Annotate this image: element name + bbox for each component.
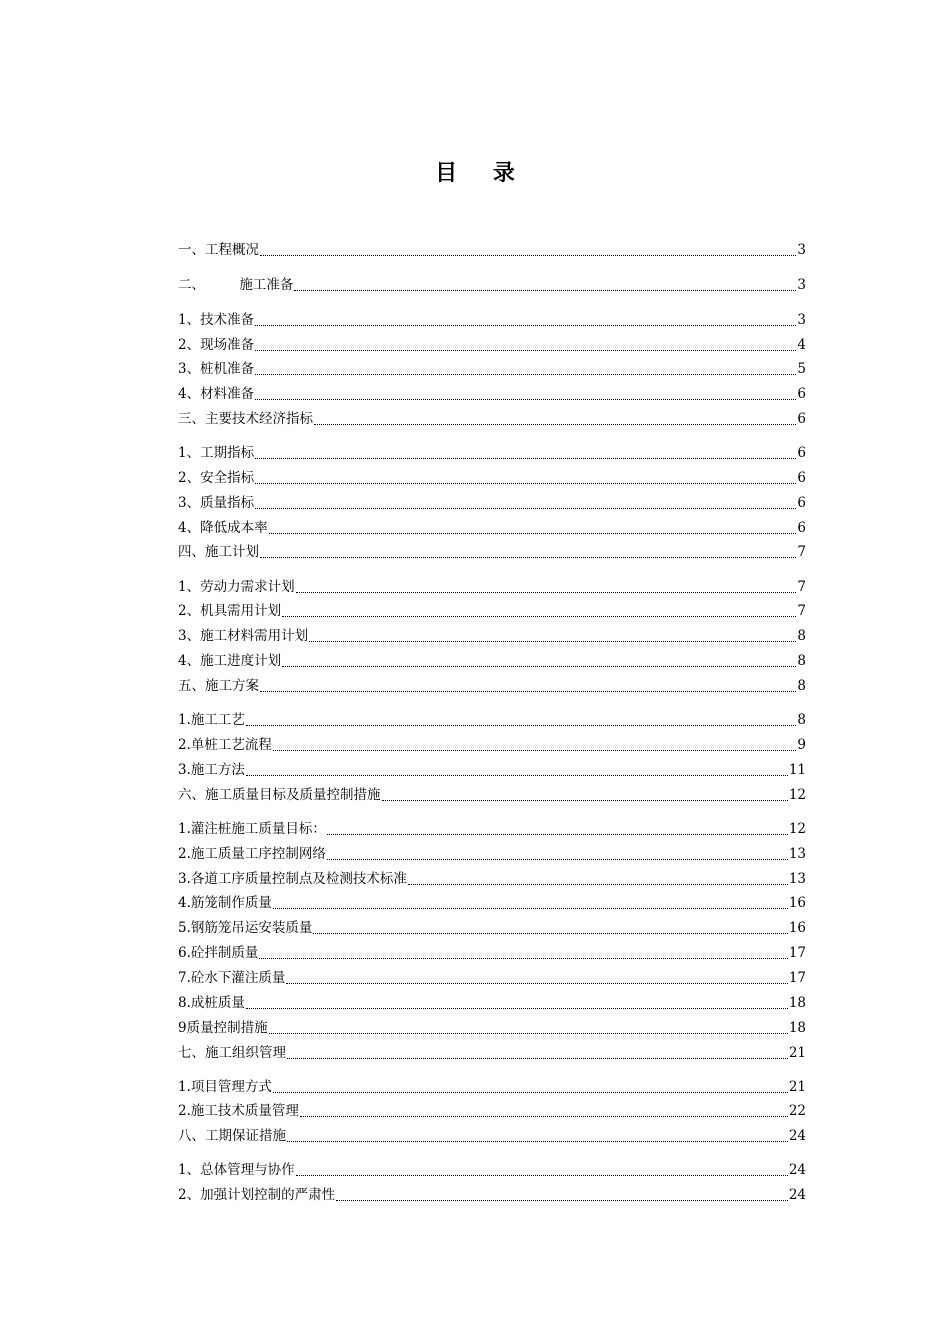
dot-leader (287, 1058, 788, 1059)
toc-entry-label: 八、工期保证措施 (178, 1128, 286, 1144)
toc-entry-page-number: 8 (797, 712, 806, 728)
toc-entry-label: 1、技术准备 (178, 312, 255, 328)
toc-entry[interactable] (178, 1185, 806, 1205)
toc-entry-page-number: 7 (797, 579, 806, 595)
toc-entry-page-number: 24 (788, 1187, 806, 1203)
dot-leader (382, 800, 788, 801)
toc-entry[interactable] (178, 443, 806, 463)
dot-leader (313, 933, 787, 934)
dot-leader (336, 1200, 788, 1201)
toc-entry[interactable] (178, 676, 806, 696)
toc-entry-page-number: 7 (797, 544, 806, 560)
toc-entry-label: 四、施工计划 (178, 544, 259, 560)
toc-entry[interactable] (178, 1126, 806, 1146)
toc-entry-page-number: 6 (797, 445, 806, 461)
dot-leader (294, 290, 796, 291)
toc-entry-page-number: 17 (788, 970, 806, 986)
toc-entry[interactable] (178, 760, 806, 780)
toc-entry-label: 2、现场准备 (178, 337, 255, 353)
toc-entry-page-number: 8 (797, 678, 806, 694)
toc-entry-page-number: 3 (797, 312, 806, 328)
dot-leader (260, 691, 796, 692)
dot-leader (296, 1175, 788, 1176)
toc-entry-label: 1.灌注桩施工质量目标： (178, 821, 326, 837)
toc-entry-label: 5.钢筋笼吊运安装质量 (178, 920, 313, 936)
toc-entry[interactable] (178, 1018, 806, 1038)
toc-entry-label: 3.施工方法 (178, 762, 245, 778)
dot-leader (260, 255, 796, 256)
dot-leader (327, 834, 788, 835)
dot-leader (246, 725, 797, 726)
dot-leader (314, 424, 796, 425)
toc-entry-page-number: 12 (788, 821, 806, 837)
toc-entry-page-number: 18 (788, 1020, 806, 1036)
toc-entry-label: 1.项目管理方式 (178, 1079, 272, 1095)
toc-entry-label: 2.施工质量工序控制网络 (178, 846, 326, 862)
toc-entry[interactable] (178, 409, 806, 429)
toc-entry[interactable] (178, 626, 806, 646)
dot-leader (255, 458, 796, 459)
toc-entry-label: 二、 施工准备 (178, 277, 294, 293)
toc-entry[interactable] (178, 819, 806, 839)
toc-entry[interactable] (178, 518, 806, 538)
toc-entry[interactable] (178, 968, 806, 988)
toc-entry-label: 三、主要技术经济指标 (178, 411, 313, 427)
dot-leader (255, 483, 796, 484)
toc-entry-label: 4、材料准备 (178, 386, 255, 402)
toc-entry[interactable] (178, 542, 806, 562)
toc-entry-label: 3.各道工序质量控制点及检测技术标准 (178, 871, 407, 887)
toc-entry-label: 六、施工质量目标及质量控制措施 (178, 787, 381, 803)
toc-entry-label: 6.砼拌制质量 (178, 945, 259, 961)
toc-entry[interactable] (178, 601, 806, 621)
toc-entry[interactable] (178, 735, 806, 755)
dot-leader (255, 508, 796, 509)
dot-leader (260, 557, 796, 558)
dot-leader (300, 1116, 788, 1117)
toc-entry-page-number: 16 (788, 920, 806, 936)
toc-entry-label: 4、降低成本率 (178, 520, 268, 536)
dot-leader (296, 592, 797, 593)
dot-leader (287, 1141, 788, 1142)
toc-entry-page-number: 17 (788, 945, 806, 961)
toc-entry-page-number: 18 (788, 995, 806, 1011)
toc-entry-page-number: 21 (788, 1079, 806, 1095)
toc-entry-label: 4、施工进度计划 (178, 653, 282, 669)
toc-entry-label: 3、桩机准备 (178, 361, 255, 377)
toc-entry-page-number: 8 (797, 628, 806, 644)
toc-entry-label: 一、工程概况 (178, 242, 259, 258)
dot-leader (255, 325, 796, 326)
toc-entry[interactable] (178, 240, 806, 260)
toc-entry[interactable] (178, 651, 806, 671)
toc-entry[interactable] (178, 918, 806, 938)
toc-entry[interactable] (178, 335, 806, 355)
toc-entry-label: 4.筋笼制作质量 (178, 895, 272, 911)
toc-entry-page-number: 13 (788, 846, 806, 862)
dot-leader (408, 884, 788, 885)
toc-entry-page-number: 24 (788, 1162, 806, 1178)
toc-entry-page-number: 5 (797, 361, 806, 377)
toc-entry[interactable] (178, 943, 806, 963)
toc-entry-page-number: 6 (797, 411, 806, 427)
dot-leader (246, 1008, 788, 1009)
dot-leader (246, 775, 788, 776)
toc-entry-page-number: 21 (788, 1045, 806, 1061)
toc-entry-page-number: 12 (788, 787, 806, 803)
toc-entry[interactable] (178, 1077, 806, 1097)
toc-entry[interactable] (178, 275, 806, 295)
toc-entry-page-number: 3 (797, 277, 806, 293)
toc-entry[interactable] (178, 310, 806, 330)
page-title: 目 录 (435, 161, 529, 186)
toc-entry-label: 1、总体管理与协作 (178, 1162, 295, 1178)
toc-entry[interactable] (178, 1101, 806, 1121)
toc-entry[interactable] (178, 893, 806, 913)
dot-leader (255, 399, 796, 400)
dot-leader (286, 983, 787, 984)
toc-entry-page-number: 6 (797, 386, 806, 402)
dot-leader (282, 666, 796, 667)
toc-entry-page-number: 3 (797, 242, 806, 258)
toc-entry-page-number: 9 (797, 737, 806, 753)
toc-entry-label: 1、工期指标 (178, 445, 255, 461)
toc-entry[interactable] (178, 785, 806, 805)
toc-entry-page-number: 22 (788, 1103, 806, 1119)
toc-entry[interactable] (178, 577, 806, 597)
toc-entry-page-number: 6 (797, 495, 806, 511)
toc-entry[interactable] (178, 710, 806, 730)
toc-entry-label: 七、施工组织管理 (178, 1045, 286, 1061)
toc-entry-label: 2.单桩工艺流程 (178, 737, 272, 753)
toc-entry-label: 2、加强计划控制的严肃性 (178, 1187, 336, 1203)
dot-leader (269, 533, 797, 534)
toc-entry-page-number: 6 (797, 520, 806, 536)
toc-entry[interactable] (178, 493, 806, 513)
toc-entry[interactable] (178, 993, 806, 1013)
dot-leader (273, 750, 797, 751)
dot-leader (273, 1092, 788, 1093)
toc-entry[interactable] (178, 359, 806, 379)
toc-entry-label: 7.砼水下灌注质量 (178, 970, 286, 986)
toc-entry[interactable] (178, 468, 806, 488)
dot-leader (309, 641, 796, 642)
dot-leader (273, 908, 788, 909)
toc-entry[interactable] (178, 1043, 806, 1063)
toc-entry-page-number: 4 (797, 337, 806, 353)
toc-entry[interactable] (178, 844, 806, 864)
toc-entry-label: 9质量控制措施 (178, 1020, 268, 1036)
toc-entry-page-number: 6 (797, 470, 806, 486)
toc-entry[interactable] (178, 1160, 806, 1180)
toc-entry-label: 2、安全指标 (178, 470, 255, 486)
toc-entry-page-number: 16 (788, 895, 806, 911)
toc-entry-label: 3、施工材料需用计划 (178, 628, 309, 644)
toc-entry-label: 3、质量指标 (178, 495, 255, 511)
dot-leader (255, 374, 796, 375)
dot-leader (269, 1033, 788, 1034)
toc-entry-page-number: 8 (797, 653, 806, 669)
toc-entry-label: 1、劳动力需求计划 (178, 579, 295, 595)
dot-leader (282, 616, 796, 617)
toc-entry-label: 8.成桩质量 (178, 995, 245, 1011)
dot-leader (327, 859, 788, 860)
toc-entry-label: 1.施工工艺 (178, 712, 245, 728)
toc-entry-label: 五、施工方案 (178, 678, 259, 694)
toc-entry-page-number: 24 (788, 1128, 806, 1144)
toc-entry-page-number: 7 (797, 603, 806, 619)
toc-entry[interactable] (178, 869, 806, 889)
toc-entry-page-number: 11 (788, 762, 806, 778)
toc-entry-page-number: 13 (788, 871, 806, 887)
dot-leader (259, 958, 787, 959)
toc-entry-label: 2.施工技术质量管理 (178, 1103, 299, 1119)
toc-entry[interactable] (178, 384, 806, 404)
toc-entry-label: 2、机具需用计划 (178, 603, 282, 619)
dot-leader (255, 350, 796, 351)
